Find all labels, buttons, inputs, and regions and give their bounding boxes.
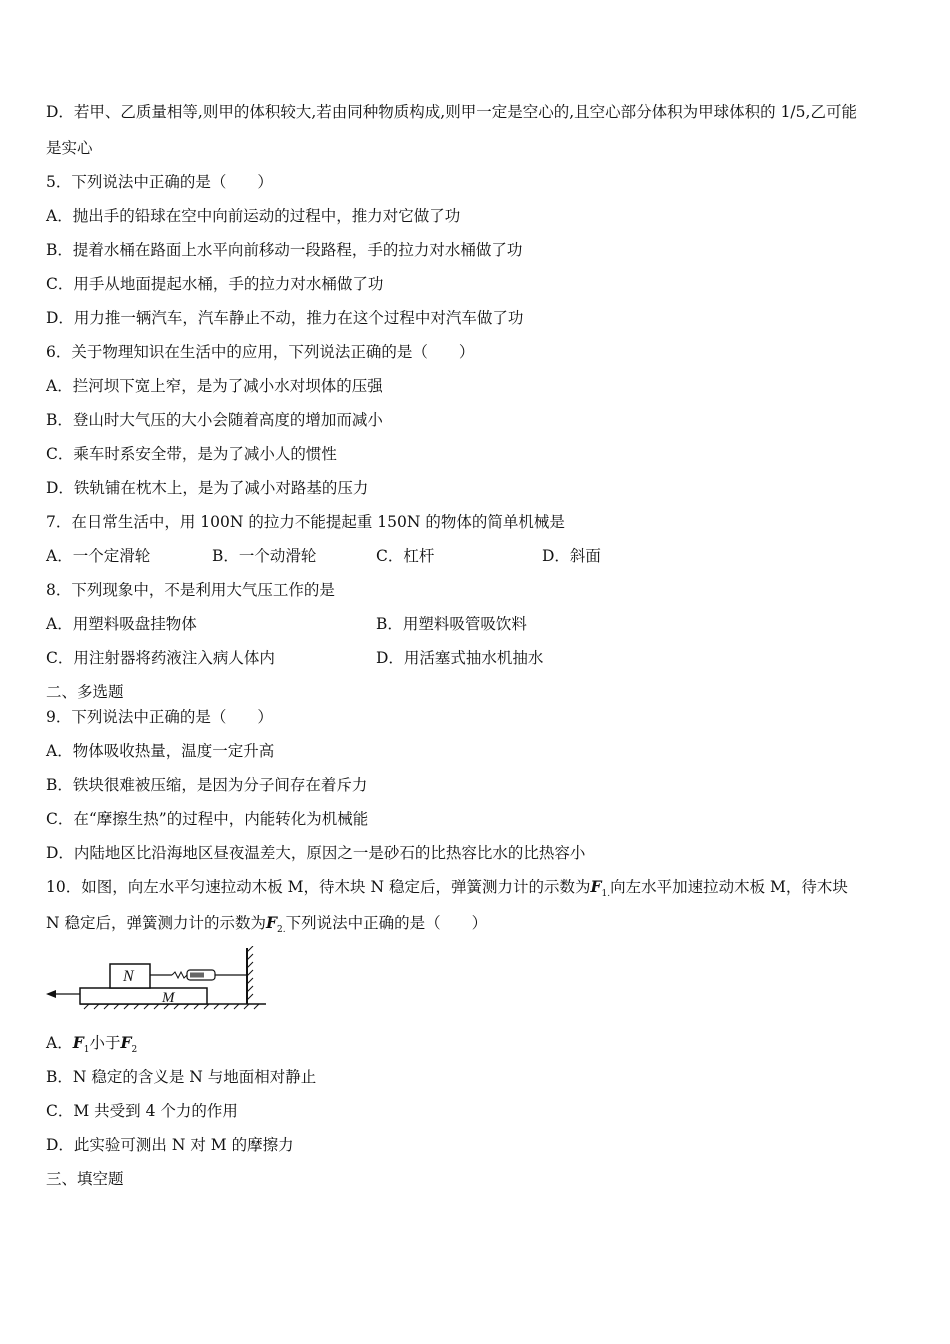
q10-stem-part-a: 10．如图，向左水平匀速拉动木板 M，待木块 N 稳定后，弹簧测力计的示数为 bbox=[46, 878, 591, 896]
q10-option-a-prefix: A． bbox=[46, 1034, 73, 1052]
q6-stem: 6．关于物理知识在生活中的应用，下列说法正确的是（ ） bbox=[46, 343, 475, 361]
q10-option-c: C．M 共受到 4 个力的作用 bbox=[46, 1102, 238, 1120]
q7-option-b: B．一个动滑轮 bbox=[212, 547, 317, 565]
board-m bbox=[80, 988, 207, 1004]
q10-f1-subscript: 1. bbox=[601, 889, 611, 900]
section-multiple-choice-heading: 二、多选题 bbox=[46, 683, 124, 701]
q10-stem-part-d: 下列说法中正确的是（ ） bbox=[285, 914, 488, 932]
section-fill-blank-heading: 三、填空题 bbox=[46, 1170, 124, 1188]
q10-stem-line2 bbox=[46, 913, 487, 940]
q10-stem-part-b: 向左水平加速拉动木板 M，待木块 bbox=[610, 878, 848, 896]
wall bbox=[247, 946, 253, 1004]
q10-option-d: D．此实验可测出 N 对 M 的摩擦力 bbox=[46, 1136, 294, 1154]
q8-option-b: B．用塑料吸管吸饮料 bbox=[376, 615, 527, 633]
q8-option-c: C．用注射器将药液注入病人体内 bbox=[46, 649, 275, 667]
q7-option-c: C．杠杆 bbox=[376, 547, 435, 565]
q8-stem: 8．下列现象中，不是利用大气压工作的是 bbox=[46, 581, 335, 599]
q5-option-a: A．抛出手的铅球在空中向前运动的过程中，推力对它做了功 bbox=[46, 207, 461, 225]
q7-option-a: A．一个定滑轮 bbox=[46, 547, 151, 565]
q10-f2-subscript: 2. bbox=[277, 925, 286, 936]
q10-figure-board-block-spring bbox=[44, 946, 274, 1010]
q10-stem-part-c: N 稳定后，弹簧测力计的示数为 bbox=[46, 914, 266, 932]
q10-option-b: B．N 稳定的含义是 N 与地面相对静止 bbox=[46, 1068, 317, 1086]
q10-f2-symbol: F bbox=[266, 913, 278, 932]
q6-option-c: C．乘车时系安全带，是为了减小人的惯性 bbox=[46, 445, 337, 463]
q5-option-c: C．用手从地面提起水桶，手的拉力对水桶做了功 bbox=[46, 275, 384, 293]
q6-option-a: A．拦河坝下宽上窄，是为了减小水对坝体的压强 bbox=[46, 377, 383, 395]
q7-option-d: D．斜面 bbox=[542, 547, 601, 565]
q7-stem: 7．在日常生活中，用 100N 的拉力不能提起重 150N 的物体的简单机械是 bbox=[46, 513, 565, 531]
q10-option-a-mid: 小于 bbox=[89, 1034, 121, 1052]
q4-option-d-continued: 是实心 bbox=[46, 139, 93, 157]
block-n-label: N bbox=[123, 968, 134, 985]
q8-option-a: A．用塑料吸盘挂物体 bbox=[46, 615, 197, 633]
q9-option-d: D．内陆地区比沿海地区昼夜温差大，原因之一是砂石的比热容比水的比热容小 bbox=[46, 844, 586, 862]
q10-option-a-f1: F bbox=[72, 1033, 84, 1052]
q4-option-d: D．若甲、乙质量相等,则甲的体积较大,若由同种物质构成,则甲一定是空心的,且空心部分体积为甲球体积的 1/5,乙可能 bbox=[46, 103, 857, 121]
q5-option-b: B．提着水桶在路面上水平向前移动一段路程，手的拉力对水桶做了功 bbox=[46, 241, 523, 259]
q5-option-d: D．用力推一辆汽车，汽车静止不动，推力在这个过程中对汽车做了功 bbox=[46, 309, 524, 327]
q9-option-b: B．铁块很难被压缩，是因为分子间存在着斥力 bbox=[46, 776, 368, 794]
q10-option-a-f2: F bbox=[120, 1033, 132, 1052]
q9-option-c: C．在“摩擦生热”的过程中，内能转化为机械能 bbox=[46, 810, 369, 828]
q6-option-d: D．铁轨铺在枕木上，是为了减小对路基的压力 bbox=[46, 479, 369, 497]
q5-stem: 5．下列说法中正确的是（ ） bbox=[46, 173, 273, 191]
q10-option-a-sub1: 1 bbox=[83, 1045, 90, 1056]
q9-stem: 9．下列说法中正确的是（ ） bbox=[46, 708, 273, 726]
q10-f1-symbol: F bbox=[590, 877, 602, 896]
q6-option-b: B．登山时大气压的大小会随着高度的增加而减小 bbox=[46, 411, 383, 429]
spring-scale bbox=[150, 970, 247, 980]
pull-arrow bbox=[46, 990, 80, 998]
q10-option-a bbox=[46, 1033, 137, 1060]
board-m-label: M bbox=[162, 990, 175, 1006]
q9-option-a: A．物体吸收热量，温度一定升高 bbox=[46, 742, 275, 760]
q10-option-a-sub2: 2 bbox=[131, 1045, 138, 1056]
q10-stem-line1 bbox=[46, 877, 848, 904]
q8-option-d: D．用活塞式抽水机抽水 bbox=[376, 649, 544, 667]
